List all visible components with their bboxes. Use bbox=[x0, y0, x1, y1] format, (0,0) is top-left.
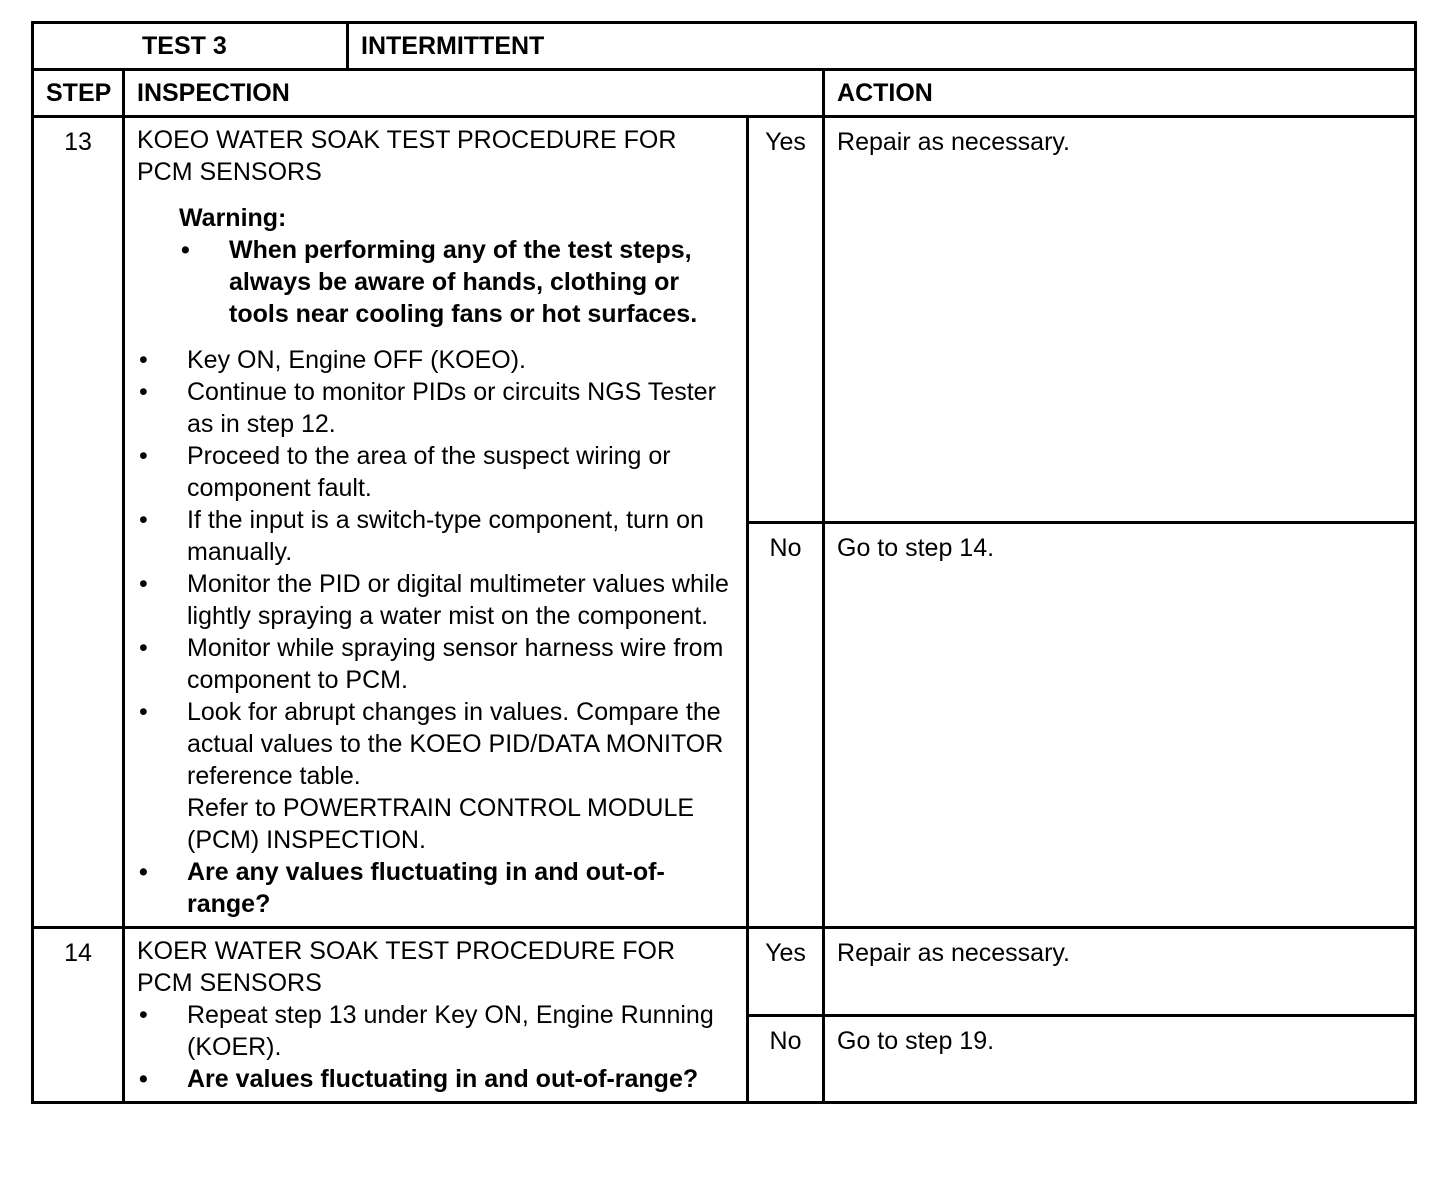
step-14-yes-row bbox=[33, 928, 1416, 1016]
test-header-table bbox=[31, 21, 1417, 71]
step-13-number: 13 bbox=[33, 117, 124, 928]
step-13-bullet: • Look for abrupt changes in values. Compare the actual values to the KOEO PID/DATA MONITOR reference table. bbox=[137, 696, 738, 792]
step-13-no-label: No bbox=[748, 522, 824, 928]
step-13-bullet: • If the input is a switch-type component, turn on manually. bbox=[137, 504, 738, 568]
step-13-yes-action: Repair as necessary. bbox=[824, 117, 1416, 523]
inspection-column-header: INSPECTION bbox=[124, 70, 824, 117]
procedure-table bbox=[31, 68, 1417, 1104]
step-14-no-label: No bbox=[748, 1015, 824, 1103]
step-14-inspection bbox=[124, 928, 748, 1103]
warning-title: Warning: bbox=[179, 204, 287, 232]
step-13-title-line1: KOEO WATER SOAK TEST PROCEDURE FOR bbox=[137, 126, 677, 154]
step-14-yes-action: Repair as necessary. bbox=[824, 928, 1416, 1016]
column-header-row bbox=[33, 70, 1416, 117]
step-14-bullet: • Repeat step 13 under Key ON, Engine Running (KOER). bbox=[137, 999, 738, 1063]
step-13-bullet: • Monitor while spraying sensor harness wire from component to PCM. bbox=[137, 632, 738, 696]
action-column-header: ACTION bbox=[824, 70, 1416, 117]
step-14-question: • Are values fluctuating in and out-of-range? bbox=[137, 1063, 738, 1095]
warning-text: • When performing any of the test steps, always be aware of hands, clothing or tools near cooling fans or hot surfaces. bbox=[179, 234, 738, 330]
step-13-question: • Are any values fluctuating in and out-of-range? bbox=[137, 856, 738, 920]
step-14-yes-label: Yes bbox=[748, 928, 824, 1016]
step-column-header: STEP bbox=[33, 70, 124, 117]
step-14-title-line1: KOER WATER SOAK TEST PROCEDURE FOR bbox=[137, 937, 676, 965]
step-13-bullet: • Monitor the PID or digital multimeter values while lightly spraying a water mist on the component. bbox=[137, 568, 738, 632]
test-procedure-sheet bbox=[31, 21, 1417, 1104]
step-13-inspection bbox=[124, 117, 748, 928]
step-14-no-action: Go to step 19. bbox=[824, 1015, 1416, 1103]
step-13-title-line2: PCM SENSORS bbox=[137, 158, 322, 186]
step-13-no-action: Go to step 14. bbox=[824, 522, 1416, 928]
step-13-bullet: • Key ON, Engine OFF (KOEO). bbox=[137, 344, 738, 376]
step-14-title-line2: PCM SENSORS bbox=[137, 969, 322, 997]
test-name: INTERMITTENT bbox=[348, 23, 1416, 70]
step-13-refer: Refer to POWERTRAIN CONTROL MODULE (PCM) INSPECTION. bbox=[187, 794, 695, 854]
step-13-bullet: • Proceed to the area of the suspect wiring or component fault. bbox=[137, 440, 738, 504]
step-13-warning bbox=[179, 202, 738, 330]
step-13-bullet: • Continue to monitor PIDs or circuits NGS Tester as in step 12. bbox=[137, 376, 738, 440]
step-13-yes-label: Yes bbox=[748, 117, 824, 523]
step-14-number: 14 bbox=[33, 928, 124, 1103]
test-label: TEST 3 bbox=[33, 23, 348, 70]
step-13-yes-row bbox=[33, 117, 1416, 523]
